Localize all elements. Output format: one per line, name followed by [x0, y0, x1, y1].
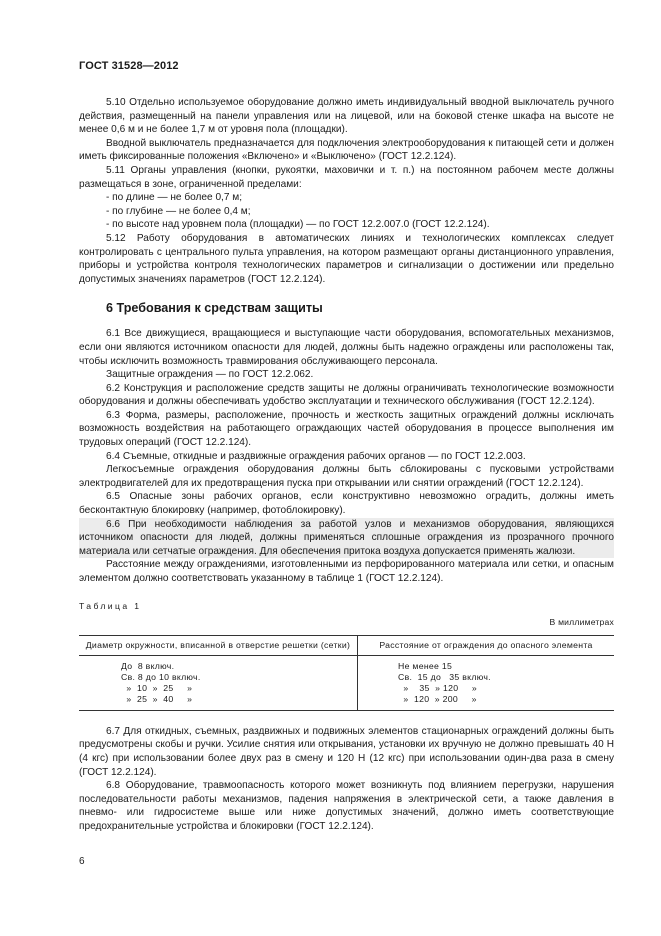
paragraph-5-10-b: Вводной выключатель предназначается для подключения электрооборудования к питающей сети и должен иметь фиксированные положения «Включено» и «Выключено» (ГОСТ 12.2.124).: [79, 137, 614, 163]
section-6-title: 6 Требования к средствам защиты: [106, 301, 323, 316]
paragraph-6-6: 6.6 При необходимости наблюдения за работой узлов и механизмов оборудования, являющихся источником опасности для людей, должны применяться сплошные ограждения из прозрачного прочного материала или сетчатые ограждения. Для обеспечения притока воздуха допускается применять жалюзи.: [79, 518, 614, 557]
page-number: 6: [79, 856, 85, 867]
table-cell-diameters: [79, 655, 358, 710]
distance-value: » 120 » 200 »: [398, 693, 477, 704]
paragraph-6-1: 6.1 Все движущиеся, вращающиеся и выступающие части оборудования, вспомогательных механизмов, если они являются источником опасности для людей, должны быть надежно ограждены или расположены так, чтобы исключить возможность травмирования обслуживающего персонала.: [79, 328, 614, 367]
table-cell-distances: [358, 655, 615, 710]
table-header-distance: Расстояние от ограждения до опасного элемента: [358, 635, 615, 655]
paragraph-6-3: 6.3 Форма, размеры, расположение, прочность и жесткость защитных ограждений должны исключать возможность воздействия на работающего ограждающих частей оборудования в процессе выполнения им трудовых операций (ГОСТ 12.2.124).: [79, 409, 614, 449]
paragraph-5-10: 5.10 Отдельно используемое оборудование должно иметь индивидуальный вводной выключатель ручного действия, размещенный на панели управления или на лицевой, или на боковой стенке шкафа на высоте не менее 0,6 м и не более 1,7 м от уровня пола (площадки).: [79, 97, 614, 136]
table-header-row: [79, 635, 614, 655]
paragraph-6-5: 6.5 Опасные зоны рабочих органов, если конструктивно невозможно оградить, должны иметь бесконтактную блокировку (например, фотоблокировку).: [79, 491, 614, 517]
document-header: ГОСТ 31528—2012: [79, 60, 179, 72]
diameter-value: » 25 » 40 »: [121, 693, 193, 704]
table-units: В миллиметрах: [549, 617, 614, 628]
paragraph-6-7: 6.7 Для откидных, съемных, раздвижных и подвижных элементов стационарных ограждений должны быть предусмотрены скобы и ручки. Усилие снятия или открывания, установки их вручную не должно превышать 40 Н (4 кгс) при использовании более двух раз в смену и 120 Н (12 кгс) при использовании один-два раза в смену (ГОСТ 12.2.124).: [79, 725, 614, 778]
distance-value: Св. 15 до 35 включ.: [398, 671, 491, 682]
diameter-value: » 10 » 25 »: [121, 682, 193, 693]
paragraph-5-11: 5.11 Органы управления (кнопки, рукоятки, маховички и т. п.) на постоянном рабочем месте должны размещаться в зоне, ограниченной пределами:: [79, 164, 614, 190]
distance-value: Не менее 15: [398, 660, 453, 671]
diameter-value: Св. 8 до 10 включ.: [121, 671, 201, 682]
table-row: [79, 655, 614, 710]
paragraph-6-8: 6.8 Оборудование, травмоопасность которого может возникнуть под влиянием перегрузки, нарушения последовательности работы механизмов, падения напряжения в электрической сети, а также давления в пневмо- или гидросистеме выше или ниже допустимых значений, должно иметь соответствующие предохранительные устройства и блокировки (ГОСТ 12.2.124).: [79, 780, 614, 832]
paragraph-5-12: 5.12 Работу оборудования в автоматических линиях и технологических комплексах следует контролировать с центрального пульта управления, на котором размещают органы дистанционного управления, приборы и устройства контроля технологических параметров и сигнализации о достижении или предельно допустимых значениях параметров (ГОСТ 12.2.124).: [79, 232, 614, 285]
table-1: [79, 635, 614, 711]
paragraph-6-6-b: Расстояние между ограждениями, изготовленными из перфорированного материала или сетки, и опасным элементом должно соответствовать указанному в таблице 1 (ГОСТ 12.2.124).: [79, 559, 614, 584]
diameter-value: До 8 включ.: [121, 660, 175, 671]
page-content: [79, 96, 614, 834]
list-item-length: - по длине — не более 0,7 м;: [106, 192, 243, 204]
paragraph-6-2: 6.2 Конструкция и расположение средств защиты не должны ограничивать технологические возможности оборудования и должны обеспечивать удобство эксплуатации и технического обслуживания (ГОСТ 12.2.124).: [79, 382, 614, 408]
table-header-diameter: Диаметр окружности, вписанной в отверстие решетки (сетки): [79, 635, 358, 655]
paragraph-6-4-b: Легкосъемные ограждения оборудования должны быть сблокированы с пусковыми устройствами электродвигателей для их предотвращения пуска при открывании или снятии ограждений (ГОСТ 12.2.124).: [79, 464, 614, 489]
paragraph-6-1-b: Защитные ограждения — по ГОСТ 12.2.062.: [106, 369, 314, 381]
distance-value: » 35 » 120 »: [398, 682, 478, 693]
list-item-depth: - по глубине — не более 0,4 м;: [106, 205, 251, 217]
table-caption: Таблица 1: [79, 600, 142, 611]
list-item-height: - по высоте над уровнем пола (площадки) — по ГОСТ 12.2.007.0 (ГОСТ 12.2.124).: [106, 219, 490, 231]
paragraph-6-4: 6.4 Съемные, откидные и раздвижные ограждения рабочих органов — по ГОСТ 12.2.003.: [106, 450, 526, 462]
